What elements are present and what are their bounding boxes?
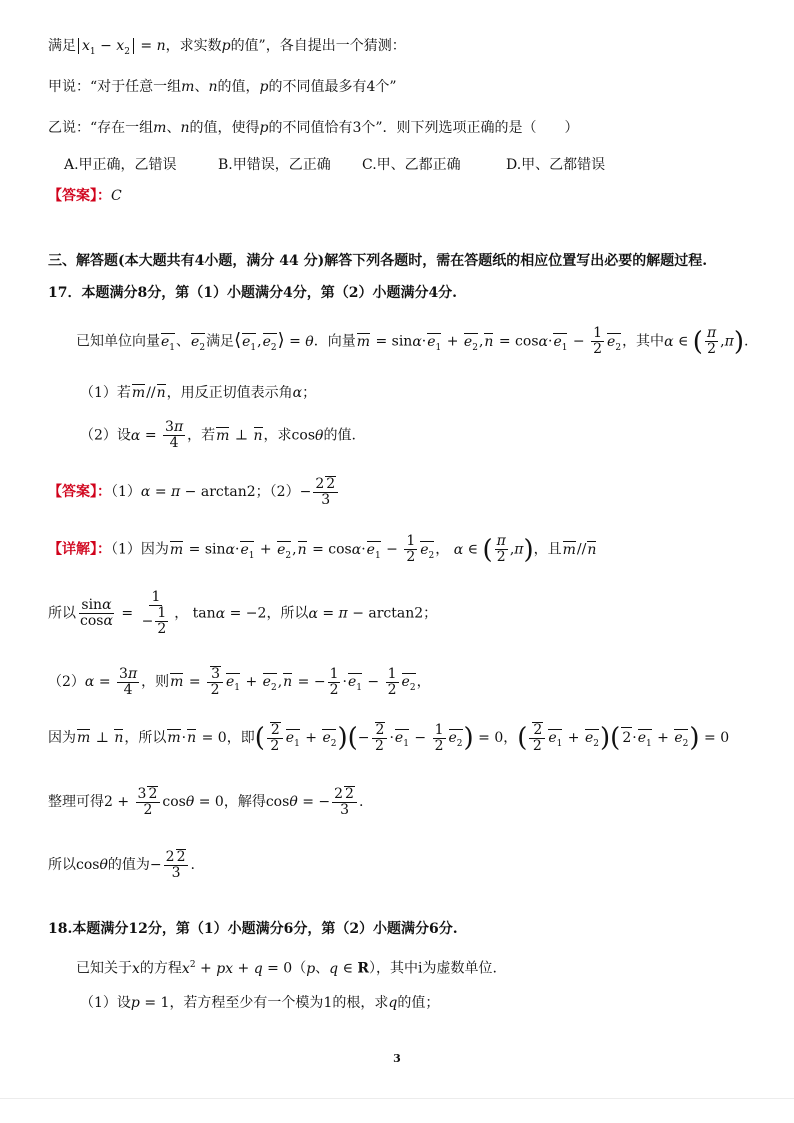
text: ，	[416, 674, 431, 690]
detail-label: 【详解】：	[48, 541, 111, 558]
text: 满足	[48, 38, 76, 54]
text: ；	[423, 605, 438, 622]
text: ，求	[263, 427, 292, 444]
text: ，即	[226, 730, 255, 746]
text: ，	[503, 730, 518, 746]
text: 满足	[206, 333, 235, 350]
text: 乙说：“存在一组	[48, 120, 154, 136]
q17-given: 已知单位向量$e_1$、$e_2$满足$⟨e_1,e_2⟩ = \theta$．向量$m = \sin\alpha\cdot e_1 + e_2,n = \cos\alpha\cdot e_1$ − $\frac{1}{2}$ $e_2$，其中α ∈ ( $\frac{\pi}{2}$ ,π).	[76, 325, 749, 357]
page-number: 3	[393, 1052, 401, 1065]
text: （1）设	[80, 995, 131, 1011]
text: ，解得	[223, 794, 266, 810]
answer-label: 【答案】：	[48, 188, 111, 204]
text: ；	[302, 385, 317, 401]
text: ，其中	[622, 333, 665, 350]
text: ，且	[533, 541, 562, 558]
text: 、	[166, 120, 181, 136]
option-d: D.甲、乙都错误	[506, 157, 606, 173]
option-b: B.甲错误，乙正确	[218, 157, 331, 173]
q18-given: 已知关于x的方程$x^2$ + px + q = 0（p、q ∈ R），其中i为虚数单位.	[76, 960, 497, 977]
text: （2）设	[80, 427, 131, 444]
option-c: C.甲、乙都正确	[362, 157, 461, 173]
problem-continuation-line: 满足 $x_1 - x_2 = n$，求实数p的值”，各自提出一个猜测：	[48, 38, 406, 57]
text: （1）因为	[111, 541, 169, 558]
answer-value: C	[111, 188, 122, 204]
text: （	[292, 960, 307, 977]
text: 的值”，各自提出一个猜测：	[230, 38, 406, 54]
text: 因为	[48, 730, 76, 746]
text: 所以	[48, 857, 76, 873]
text: 的值，使得	[189, 120, 260, 136]
text: （2）	[48, 674, 85, 690]
q17-detail-4: 因为m ⊥ n，所以m·n = 0，即( $\frac{2}{2}$ $e_1 + e_2)(-$ $\frac{2}{2}$ $\cdot e_1$ − $\frac{1}{2}$ $e_2) = 0$，( $\frac{2}{2}$ $e_1 + e_2$)( $2\cdot e_1 + e_2) = 0$	[48, 721, 730, 754]
text: 的值，	[217, 79, 260, 95]
guess-jia: 甲说：“对于任意一组m、n的值，p的不同值最多有4个”	[48, 79, 397, 95]
q17-answer: 【答案】：（1）α = π − arctan2；（2）− $\frac{2 2}{3}$	[48, 476, 340, 508]
q18-heading: 18.本题满分12分，第（1）小题满分6分，第（2）小题满分6分.	[48, 921, 458, 937]
text: 整理可得	[48, 794, 104, 810]
section-heading: 三、解答题(本大题共有4小题，满分 44 分)解答下列各题时，需在答题纸的相应位置写出必要的解题过程.	[48, 253, 708, 269]
text: 的不同值恰有3个”．则下列选项正确的是（ ）	[268, 120, 579, 136]
answer-line	[48, 186, 122, 206]
q18-part1: （1）设p = 1，若方程至少有一个模为1的根，求q的值；	[80, 995, 440, 1011]
text: 的方程	[139, 960, 182, 977]
text: ，则	[141, 674, 170, 690]
text: 的值.	[323, 427, 356, 444]
text: 的值；	[397, 995, 440, 1011]
text: 甲说：“对于任意一组	[48, 79, 182, 95]
bottom-divider	[0, 1098, 794, 1099]
text: 已知单位向量	[76, 333, 160, 350]
q17-detail-5: 整理可得2 + $\frac{3 2}{2}$ cosθ = 0，解得cosθ = − $\frac{2 2}{3}$ .	[48, 786, 364, 818]
text: ；（2）	[255, 484, 300, 500]
guess-yi: 乙说：“存在一组m、n的值，使得p的不同值恰有3个”．则下列选项正确的是（ ）	[48, 120, 579, 136]
q17-detail-1: 【详解】：（1）因为$m = \sin\alpha\cdot e_1 + e_2,n = \cos\alpha\cdot e_1$ − $\frac{1}{2}$ $e_2$， α ∈ ( $\frac{\pi}{2}$ ,π)，且m//n	[48, 533, 597, 565]
text: （1）若	[80, 385, 131, 401]
text: 的值为	[107, 857, 150, 873]
text: 已知关于	[76, 960, 132, 977]
text: ，	[174, 605, 189, 622]
text: ，若	[187, 427, 216, 444]
text: ．向量	[313, 333, 356, 350]
text: 的不同值最多有4个”	[268, 79, 397, 95]
q17-detail-2: 所以 $\frac{\sin\alpha}{\cos\alpha}$ = 1 − $\frac{1}{2}$ ， tanα = −2，所以α = π − arctan2；	[48, 589, 438, 637]
q17-heading: 17．本题满分8分，第（1）小题满分4分，第（2）小题满分4分.	[48, 285, 458, 301]
math-abs-expr: $x_1 - x_2$	[78, 38, 134, 54]
text: ，若方程至少有一个模为	[169, 995, 324, 1011]
option-a: A.甲正确，乙错误	[64, 157, 177, 173]
q17-detail-6: 所以cosθ的值为− $\frac{2 2}{3}$ .	[48, 849, 195, 881]
q17-part1: （1）若m//n，用反正切值表示角α；	[80, 385, 317, 401]
text: ），其中	[369, 960, 419, 977]
text: 所以	[48, 605, 76, 622]
text: （1）	[111, 484, 141, 500]
text: ，求实数	[165, 38, 222, 54]
text: ，用反正切值表示角	[166, 385, 293, 401]
q17-detail-3: （2）α = $\frac{3\pi}{4}$ ，则m = $\frac{3}{2}$ $e_1 + e_2,n$ = − $\frac{1}{2}$ $\cdot e_1$ − $\frac{1}{2}$ $e_2$，	[48, 665, 431, 698]
text: ，所以	[124, 730, 167, 746]
text: ，所以	[266, 605, 309, 622]
q17-part2: （2）设α = $\frac{3\pi}{4}$ ，若m ⊥ n，求cosθ的值.	[80, 419, 356, 451]
answer-label: 【答案】：	[48, 484, 111, 500]
text: 为虚数单位.	[422, 960, 497, 977]
text: 、	[194, 79, 209, 95]
text: 的根，求	[332, 995, 389, 1011]
